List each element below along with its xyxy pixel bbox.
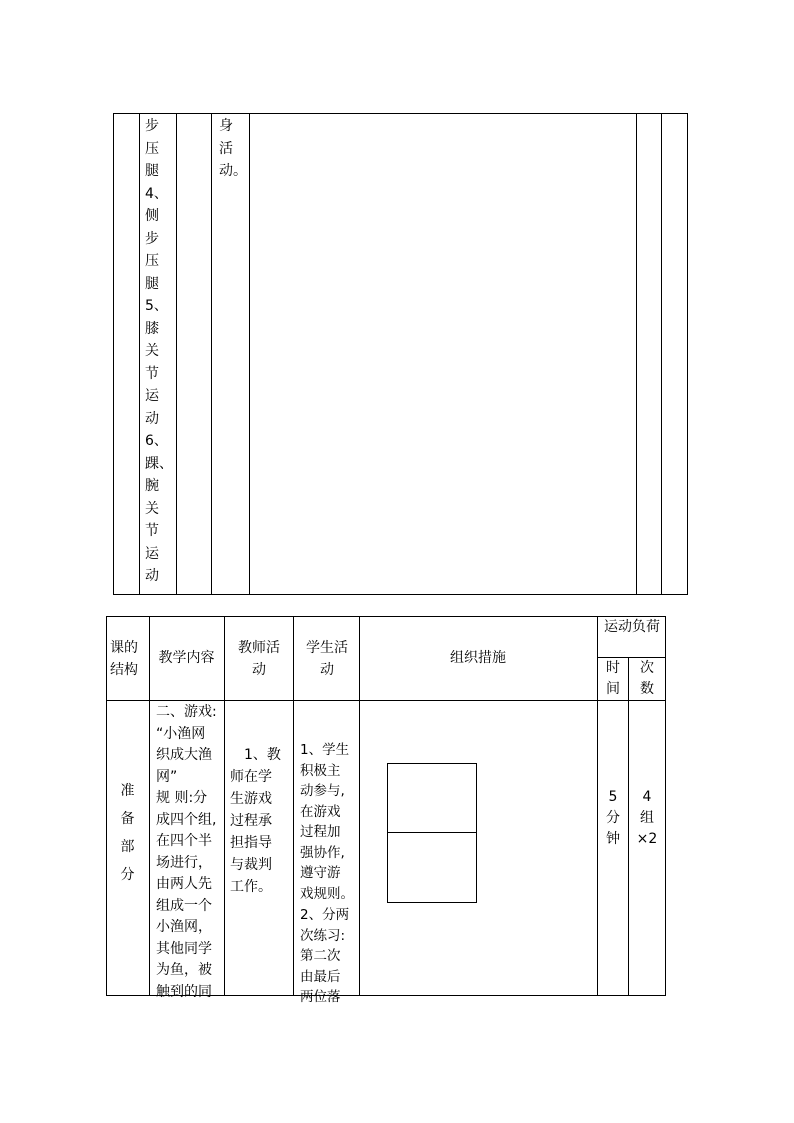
text-line: 部 <box>120 839 135 855</box>
text-line: 组成一个 <box>156 897 212 914</box>
text-line: 4、 <box>145 185 168 202</box>
text-line: 动 <box>145 410 159 427</box>
text-line: 二、游戏: <box>156 704 217 720</box>
text-line: 运 <box>145 388 159 404</box>
text-line: 过程加 <box>300 824 341 840</box>
text-line: ×2 <box>636 831 658 847</box>
text-line: 身 <box>219 118 233 134</box>
text-line: 2、分两 <box>300 907 350 923</box>
text-line: 戏规则。 <box>300 885 354 902</box>
text-line: “小渔网 <box>156 725 206 742</box>
text-line: 由两人先 <box>156 876 212 892</box>
text-line: 动参与, <box>300 783 345 799</box>
text-line: 关 <box>145 500 159 517</box>
text-line: 踝、 <box>145 455 173 472</box>
text-line: 在游戏 <box>300 803 341 820</box>
text-line: 钟 <box>606 831 620 847</box>
count-value <box>629 787 665 850</box>
text-line: 生游戏 <box>230 791 272 807</box>
header-structure: 课的结构 <box>110 640 138 678</box>
text-line: 第二次 <box>300 948 341 964</box>
section-label <box>106 777 149 889</box>
text-line: 遵守游 <box>300 865 341 881</box>
text-line: 强协作, <box>300 844 345 861</box>
text-line: 师在学 <box>230 769 272 785</box>
text-line: 5、 <box>145 298 168 314</box>
text-line: 工作。 <box>230 879 272 895</box>
text-line: 分 <box>120 867 135 883</box>
text-line: 为鱼，被 <box>156 962 212 978</box>
teacher-activity <box>230 744 292 898</box>
text-line: 网” <box>156 768 178 785</box>
text-line: 动。 <box>219 163 247 179</box>
header-count: 次数 <box>640 660 654 697</box>
text-line: 积极主 <box>300 762 341 779</box>
text-line: 在四个半 <box>156 833 212 849</box>
text-line: 两位落 <box>300 989 341 1005</box>
text-line: 担指导 <box>230 835 272 851</box>
header-student: 学生活动 <box>306 640 348 678</box>
text-line: 1、教 <box>230 747 281 763</box>
text-line: 成四个组, <box>156 811 217 828</box>
text-line: 规 则:分 <box>156 790 208 806</box>
text-line: 节 <box>145 365 159 382</box>
text-line: 腿 <box>145 275 159 292</box>
text-line: 5 <box>608 789 618 805</box>
text-line: 分 <box>606 810 620 826</box>
text-line: 腕 <box>145 478 159 494</box>
text-line: 压 <box>145 140 159 157</box>
field-midline <box>388 832 476 833</box>
text-line: 织成大渔 <box>156 747 212 763</box>
text-line: 组 <box>640 810 654 826</box>
header-time: 时间 <box>606 660 620 697</box>
text-line: 侧 <box>145 208 159 224</box>
field-diagram <box>387 763 477 903</box>
text-line: 4 <box>642 789 652 805</box>
header-load: 运动负荷 <box>604 619 660 635</box>
text-line: 小渔网， <box>156 919 212 935</box>
activity-text <box>219 115 249 183</box>
text-line: 1、学生 <box>300 742 350 758</box>
text-line: 运 <box>145 545 159 562</box>
text-line: 步 <box>145 230 159 247</box>
text-line: 备 <box>120 811 135 827</box>
text-line: 6、 <box>145 433 168 449</box>
student-activity <box>300 740 358 904</box>
text-line: 场进行， <box>156 854 212 871</box>
student-activity-2 <box>300 905 358 1008</box>
text-line: 压 <box>145 253 159 269</box>
time-value <box>598 787 628 850</box>
text-line: 活 <box>219 140 233 157</box>
text-line: 由最后 <box>300 968 341 985</box>
text-line: 节 <box>145 523 159 539</box>
exercise-list <box>145 115 175 588</box>
header-organization: 组织措施 <box>450 650 506 666</box>
text-line: 关 <box>145 343 159 359</box>
text-line: 其他同学 <box>156 940 212 957</box>
header-content: 教学内容 <box>158 650 215 666</box>
text-line: 腿 <box>145 163 159 179</box>
text-line: 步 <box>145 118 159 134</box>
text-line: 触到的同 <box>156 983 212 1000</box>
text-line: 准 <box>120 783 135 799</box>
text-line: 次练习: <box>300 927 346 944</box>
game-content <box>156 702 224 1003</box>
text-line: 膝 <box>145 320 159 337</box>
text-line: 动 <box>145 568 159 584</box>
text-line: 与裁判 <box>230 857 272 873</box>
text-line: 过程承 <box>230 813 272 829</box>
header-teacher: 教师活动 <box>238 640 280 678</box>
